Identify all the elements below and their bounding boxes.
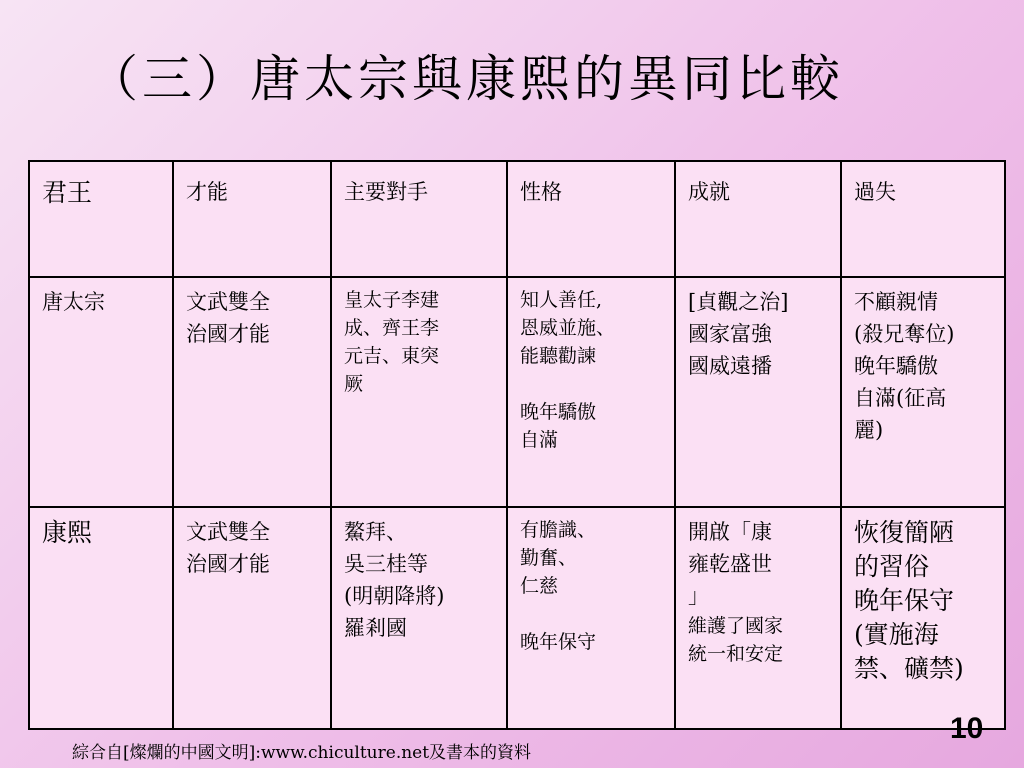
fault-line: 自滿(征高 (854, 386, 947, 410)
fault-line: (殺兄奪位) (854, 322, 955, 346)
header-rivals: 主要對手 (331, 161, 507, 277)
page-number: 10 (950, 712, 984, 745)
fault-line: 晚年驕傲 (854, 354, 938, 378)
achievements-cell (675, 507, 841, 729)
talent-line: 文武雙全 (186, 520, 270, 544)
rivals-cell (331, 277, 507, 507)
king-name: 唐太宗 (42, 290, 105, 314)
header-achievements: 成就 (675, 161, 841, 277)
rivals-line: 厥 (344, 373, 364, 395)
table-row (29, 277, 1005, 507)
king-cell (29, 277, 173, 507)
rivals-line: 吳三桂等 (344, 552, 428, 576)
fault-line: (實施海 (854, 620, 939, 649)
personality-cell (507, 277, 675, 507)
achievement-small-line: 統一和安定 (688, 643, 784, 665)
talent-cell (173, 277, 331, 507)
fault-line: 的習俗 (854, 552, 930, 581)
achievement-line: 國家富強 (688, 322, 772, 346)
table-header-row (29, 161, 1005, 277)
personality-line: 知人善任, (520, 289, 603, 311)
header-king: 君王 (29, 161, 173, 277)
personality-line: 有膽識、 (520, 519, 597, 541)
rivals-line: 元吉、東突 (344, 345, 440, 367)
achievement-line: 雍乾盛世 (688, 552, 772, 576)
personality-line: 能聽勸諫 (520, 345, 597, 367)
rivals-line: 成、齊王李 (344, 317, 440, 339)
talent-line: 治國才能 (186, 322, 270, 346)
personality-line: 勤奮、 (520, 547, 578, 569)
rivals-line: 羅剎國 (344, 616, 407, 640)
personality-late-line: 晚年驕傲 (520, 401, 597, 423)
achievements-cell (675, 277, 841, 507)
personality-cell (507, 507, 675, 729)
table-row (29, 507, 1005, 729)
achievement-line: 國威遠播 (688, 354, 772, 378)
faults-cell (841, 277, 1005, 507)
personality-line: 仁慈 (520, 575, 559, 597)
fault-line: 恢復簡陋 (854, 518, 955, 547)
personality-line: 恩威並施、 (520, 317, 616, 339)
spacer (520, 370, 666, 398)
slide-title: （三）唐太宗與康熙的異同比較 (88, 50, 844, 108)
king-name: 康熙 (42, 518, 93, 547)
achievement-line: 」 (688, 584, 709, 608)
fault-line: 麗) (854, 418, 884, 442)
achievement-line: [貞觀之治] (688, 290, 789, 314)
header-talent: 才能 (173, 161, 331, 277)
fault-line: 不顧親情 (854, 290, 938, 314)
rivals-cell (331, 507, 507, 729)
talent-line: 治國才能 (186, 552, 270, 576)
personality-late-line: 自滿 (520, 429, 559, 451)
talent-cell (173, 507, 331, 729)
king-cell (29, 507, 173, 729)
faults-cell (841, 507, 1005, 729)
source-footer: 綜合自[燦爛的中國文明]:www.chiculture.net及書本的資料 (72, 743, 532, 763)
spacer (520, 600, 666, 628)
comparison-table (28, 160, 1006, 730)
rivals-line: (明朝降將) (344, 584, 445, 608)
rivals-line: 皇太子李建 (344, 289, 440, 311)
achievement-line: 開啟「康 (688, 520, 772, 544)
header-personality: 性格 (507, 161, 675, 277)
personality-late-line: 晚年保守 (520, 631, 597, 653)
talent-line: 文武雙全 (186, 290, 270, 314)
header-faults: 過失 (841, 161, 1005, 277)
fault-line: 禁、礦禁) (854, 654, 964, 683)
fault-line: 晚年保守 (854, 586, 955, 615)
achievement-small-line: 維護了國家 (688, 615, 784, 637)
rivals-line: 鰲拜、 (344, 520, 407, 544)
